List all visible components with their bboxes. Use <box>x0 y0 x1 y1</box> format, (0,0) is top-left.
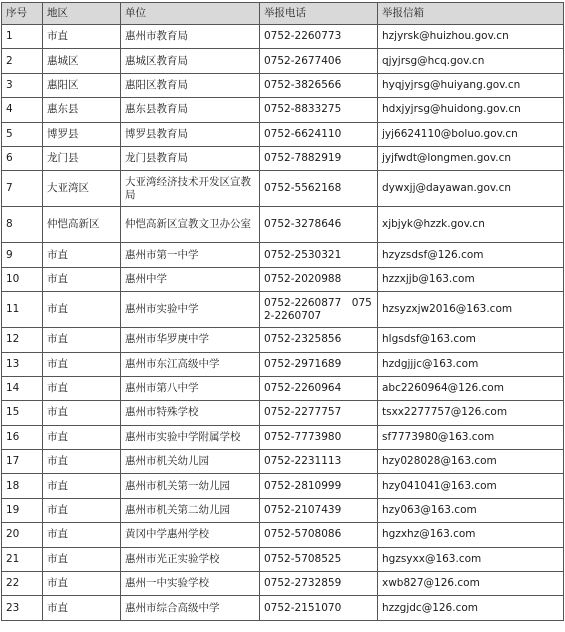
cell-phone: 0752-2151070 <box>260 596 378 620</box>
cell-no: 23 <box>2 596 43 620</box>
cell-unit: 龙门县教育局 <box>121 146 260 170</box>
cell-area: 博罗县 <box>43 122 121 146</box>
cell-email: hzzgjdc@126.com <box>378 596 564 620</box>
cell-email: hyqjyjrsg@huiyang.gov.cn <box>378 73 564 97</box>
table-row <box>2 376 564 400</box>
cell-unit: 惠城区教育局 <box>121 49 260 73</box>
cell-phone: 0752-8833275 <box>260 98 378 122</box>
cell-unit: 惠州中学 <box>121 267 260 291</box>
cell-area: 市直 <box>43 267 121 291</box>
cell-phone: 0752-5708525 <box>260 547 378 571</box>
cell-no: 14 <box>2 376 43 400</box>
table-row <box>2 474 564 498</box>
cell-area: 惠城区 <box>43 49 121 73</box>
cell-no: 2 <box>2 49 43 73</box>
cell-no: 10 <box>2 267 43 291</box>
cell-area: 大亚湾区 <box>43 171 121 207</box>
cell-area: 市直 <box>43 376 121 400</box>
cell-no: 1 <box>2 25 43 49</box>
cell-unit: 惠州市机关幼儿园 <box>121 450 260 474</box>
cell-email: sf7773980@163.com <box>378 425 564 449</box>
cell-unit: 惠州市机关第一幼儿园 <box>121 474 260 498</box>
cell-unit: 惠州市第八中学 <box>121 376 260 400</box>
table-row <box>2 328 564 352</box>
table-row <box>2 207 564 243</box>
table-row <box>2 498 564 522</box>
cell-unit: 惠阳区教育局 <box>121 73 260 97</box>
cell-no: 20 <box>2 523 43 547</box>
table-row <box>2 352 564 376</box>
table-row <box>2 243 564 267</box>
cell-unit: 黄冈中学惠州学校 <box>121 523 260 547</box>
cell-email: jyj6624110@boluo.gov.cn <box>378 122 564 146</box>
cell-phone: 0752-2732859 <box>260 572 378 596</box>
report-contact-table <box>1 2 564 621</box>
cell-area: 市直 <box>43 328 121 352</box>
cell-no: 12 <box>2 328 43 352</box>
cell-email: xwb827@126.com <box>378 572 564 596</box>
table-row <box>2 49 564 73</box>
table-row <box>2 25 564 49</box>
cell-unit: 惠州市教育局 <box>121 25 260 49</box>
table-row <box>2 572 564 596</box>
cell-phone: 0752-3826566 <box>260 73 378 97</box>
table-row <box>2 122 564 146</box>
cell-email: hzyzsdsf@126.com <box>378 243 564 267</box>
cell-no: 13 <box>2 352 43 376</box>
cell-no: 11 <box>2 292 43 328</box>
table-body <box>2 25 564 621</box>
cell-phone: 0752-2231113 <box>260 450 378 474</box>
cell-no: 21 <box>2 547 43 571</box>
cell-unit: 惠州市东江高级中学 <box>121 352 260 376</box>
cell-email: hzdgjjjc@163.com <box>378 352 564 376</box>
cell-no: 4 <box>2 98 43 122</box>
cell-unit: 仲恺高新区宣教文卫办公室 <box>121 207 260 243</box>
cell-phone: 0752-5708086 <box>260 523 378 547</box>
cell-email: hzzxjjb@163.com <box>378 267 564 291</box>
cell-email: hgzxhz@163.com <box>378 523 564 547</box>
cell-unit: 惠州市机关第二幼儿园 <box>121 498 260 522</box>
cell-email: hzy028028@163.com <box>378 450 564 474</box>
cell-email: hzy041041@163.com <box>378 474 564 498</box>
table-row <box>2 450 564 474</box>
cell-email: jyjfwdt@longmen.gov.cn <box>378 146 564 170</box>
table-header <box>2 3 564 25</box>
cell-no: 22 <box>2 572 43 596</box>
header-email: 举报信箱 <box>378 3 564 25</box>
cell-phone: 0752-2020988 <box>260 267 378 291</box>
cell-email: xjbjyk@hzzk.gov.cn <box>378 207 564 243</box>
cell-email: hgzsyxx@163.com <box>378 547 564 571</box>
cell-phone: 0752-2260877 0752-2260707 <box>260 292 378 328</box>
cell-unit: 惠州市综合高级中学 <box>121 596 260 620</box>
header-phone: 举报电话 <box>260 3 378 25</box>
cell-phone: 0752-7882919 <box>260 146 378 170</box>
cell-phone: 0752-2107439 <box>260 498 378 522</box>
cell-unit: 惠州市实验中学 <box>121 292 260 328</box>
cell-no: 19 <box>2 498 43 522</box>
cell-unit: 惠州市实验中学附属学校 <box>121 425 260 449</box>
header-row <box>2 3 564 25</box>
cell-area: 市直 <box>43 523 121 547</box>
cell-email: hzjyrsk@huizhou.gov.cn <box>378 25 564 49</box>
cell-email: abc2260964@126.com <box>378 376 564 400</box>
table-row <box>2 146 564 170</box>
cell-email: hzsyzxjw2016@163.com <box>378 292 564 328</box>
cell-unit: 博罗县教育局 <box>121 122 260 146</box>
cell-area: 市直 <box>43 243 121 267</box>
cell-email: hlgsdsf@163.com <box>378 328 564 352</box>
table-row <box>2 267 564 291</box>
cell-area: 市直 <box>43 450 121 474</box>
cell-no: 15 <box>2 401 43 425</box>
cell-unit: 惠州一中实验学校 <box>121 572 260 596</box>
cell-area: 仲恺高新区 <box>43 207 121 243</box>
cell-email: tsxx2277757@126.com <box>378 401 564 425</box>
table-row <box>2 98 564 122</box>
cell-phone: 0752-6624110 <box>260 122 378 146</box>
header-unit: 单位 <box>121 3 260 25</box>
cell-phone: 0752-2260964 <box>260 376 378 400</box>
cell-area: 市直 <box>43 596 121 620</box>
cell-no: 18 <box>2 474 43 498</box>
cell-area: 市直 <box>43 572 121 596</box>
cell-no: 3 <box>2 73 43 97</box>
cell-no: 5 <box>2 122 43 146</box>
cell-area: 市直 <box>43 352 121 376</box>
cell-unit: 惠州市第一中学 <box>121 243 260 267</box>
cell-phone: 0752-2325856 <box>260 328 378 352</box>
table-row <box>2 523 564 547</box>
cell-area: 市直 <box>43 401 121 425</box>
cell-no: 17 <box>2 450 43 474</box>
cell-phone: 0752-3278646 <box>260 207 378 243</box>
cell-phone: 0752-7773980 <box>260 425 378 449</box>
cell-area: 市直 <box>43 425 121 449</box>
cell-phone: 0752-2260773 <box>260 25 378 49</box>
header-area: 地区 <box>43 3 121 25</box>
cell-phone: 0752-2810999 <box>260 474 378 498</box>
cell-area: 市直 <box>43 25 121 49</box>
cell-area: 惠东县 <box>43 98 121 122</box>
header-no: 序号 <box>2 3 43 25</box>
cell-area: 市直 <box>43 474 121 498</box>
cell-no: 6 <box>2 146 43 170</box>
cell-area: 惠阳区 <box>43 73 121 97</box>
table-row <box>2 73 564 97</box>
cell-email: hdxjyjrsg@huidong.gov.cn <box>378 98 564 122</box>
cell-unit: 惠州市华罗庚中学 <box>121 328 260 352</box>
cell-email: hzy063@163.com <box>378 498 564 522</box>
cell-no: 9 <box>2 243 43 267</box>
cell-unit: 惠东县教育局 <box>121 98 260 122</box>
cell-phone: 0752-5562168 <box>260 171 378 207</box>
cell-area: 市直 <box>43 498 121 522</box>
cell-unit: 惠州市特殊学校 <box>121 401 260 425</box>
cell-phone: 0752-2530321 <box>260 243 378 267</box>
cell-no: 8 <box>2 207 43 243</box>
cell-no: 7 <box>2 171 43 207</box>
cell-area: 市直 <box>43 292 121 328</box>
table-row <box>2 547 564 571</box>
table-row <box>2 401 564 425</box>
table-row <box>2 425 564 449</box>
cell-phone: 0752-2677406 <box>260 49 378 73</box>
table-row <box>2 596 564 620</box>
table-row <box>2 292 564 328</box>
cell-unit: 大亚湾经济技术开发区宣教局 <box>121 171 260 207</box>
cell-phone: 0752-2971689 <box>260 352 378 376</box>
cell-unit: 惠州市光正实验学校 <box>121 547 260 571</box>
cell-area: 市直 <box>43 547 121 571</box>
table-row <box>2 171 564 207</box>
cell-email: qjyjrsg@hcq.gov.cn <box>378 49 564 73</box>
cell-no: 16 <box>2 425 43 449</box>
cell-email: dywxjj@dayawan.gov.cn <box>378 171 564 207</box>
cell-area: 龙门县 <box>43 146 121 170</box>
cell-phone: 0752-2277757 <box>260 401 378 425</box>
